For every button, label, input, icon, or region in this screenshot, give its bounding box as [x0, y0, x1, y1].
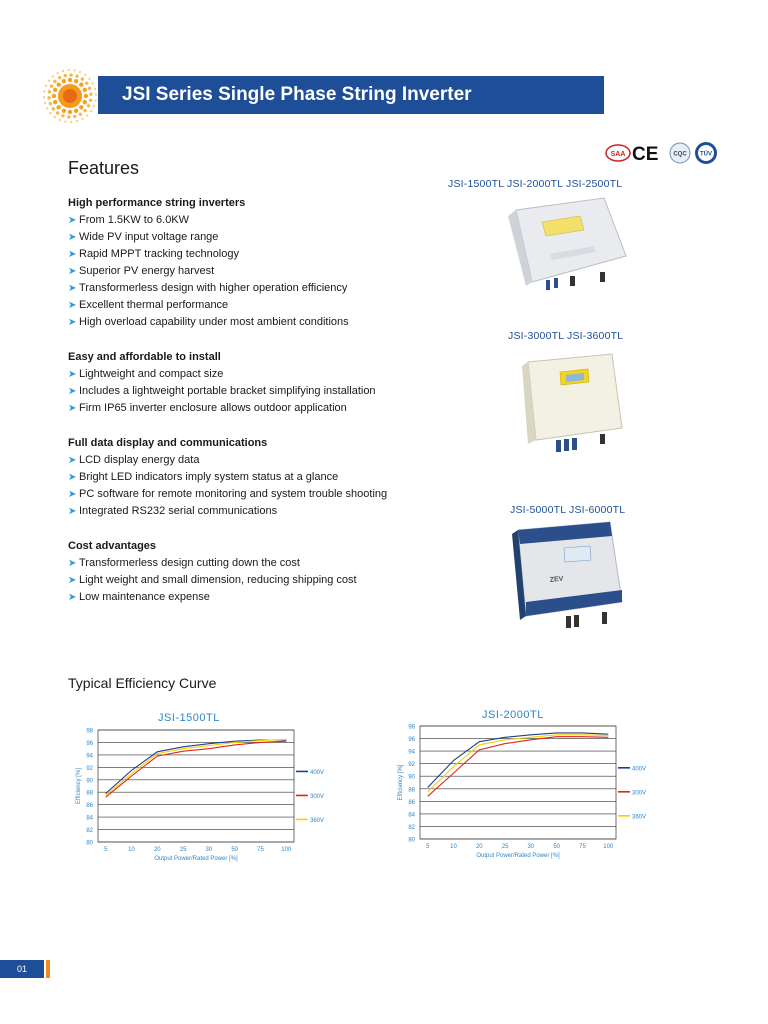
- y-tick-label: 98: [408, 724, 415, 731]
- arrow-bullet-icon: ➤: [68, 558, 77, 569]
- chart-title-1500: JSI-1500TL: [158, 712, 220, 724]
- arrow-bullet-icon: ➤: [68, 489, 77, 500]
- arrow-bullet-icon: ➤: [68, 317, 77, 328]
- x-tick-label: 75: [257, 847, 264, 853]
- efficiency-chart-jsi-2000tl: [394, 720, 694, 866]
- x-tick-label: 50: [231, 847, 239, 853]
- cert-label-saa: SAA: [610, 151, 626, 158]
- arrow-bullet-icon: ➤: [68, 592, 77, 603]
- inverter-large-image: [510, 520, 640, 636]
- y-tick-label: 80: [408, 837, 415, 844]
- page-title: JSI Series Single Phase String Inverter: [122, 84, 472, 105]
- list-item: ➤ From 1.5KW to 6.0KW: [68, 212, 488, 229]
- legend-label: 300V: [632, 790, 647, 797]
- arrow-bullet-icon: ➤: [68, 575, 77, 586]
- page-number-accent: [46, 960, 50, 978]
- y-tick-label: 84: [86, 815, 93, 822]
- x-tick-label: 75: [579, 844, 586, 850]
- y-tick-label: 92: [86, 765, 93, 772]
- y-tick-label: 88: [86, 790, 93, 797]
- cqc-mark-icon: [670, 143, 690, 163]
- section-heading: Easy and affordable to install: [68, 351, 221, 363]
- legend-label: 360V: [310, 817, 325, 824]
- legend-label: 400V: [310, 769, 325, 776]
- x-tick-label: 5: [426, 844, 430, 850]
- y-tick-label: 86: [86, 803, 93, 810]
- y-tick-label: 88: [408, 787, 415, 794]
- inverter-small-image: [498, 196, 638, 300]
- legend-label: 300V: [310, 793, 325, 800]
- y-tick-label: 90: [408, 774, 415, 781]
- list-item: ➤ Rapid MPPT tracking technology: [68, 246, 488, 263]
- y-tick-label: 86: [408, 799, 415, 806]
- model-label-small: JSI-1500TL JSI-2000TL JSI-2500TL: [448, 178, 623, 190]
- arrow-bullet-icon: ➤: [68, 506, 77, 517]
- arrow-bullet-icon: ➤: [68, 300, 77, 311]
- model-label-medium: JSI-3000TL JSI-3600TL: [508, 330, 624, 342]
- arrow-bullet-icon: ➤: [68, 232, 77, 243]
- cert-label-tuv: TÜV: [700, 151, 712, 158]
- list-item: ➤ Excellent thermal performance: [68, 297, 488, 314]
- section-cost: [68, 540, 488, 606]
- list-item: ➤ Lightweight and compact size: [68, 366, 488, 383]
- model-label-large: JSI-5000TL JSI-6000TL: [510, 504, 626, 516]
- list-item: ➤ Firm IP65 inverter enclosure allows outdoor application: [68, 400, 488, 417]
- sun-logo-icon: [40, 66, 100, 126]
- certification-logos: [604, 139, 744, 167]
- efficiency-curve-heading: Typical Efficiency Curve: [68, 675, 217, 691]
- efficiency-chart-jsi-1500tl: [72, 724, 362, 866]
- y-tick-label: 98: [86, 728, 93, 735]
- arrow-bullet-icon: ➤: [68, 283, 77, 294]
- list-item: ➤ Integrated RS232 serial communications: [68, 503, 488, 520]
- list-item: ➤ Includes a lightweight portable bracket simplifying installation: [68, 383, 488, 400]
- series-line-400v: [106, 740, 287, 794]
- x-tick-label: 25: [501, 844, 509, 850]
- list-item: ➤ LCD display energy data: [68, 452, 488, 469]
- section-display: [68, 437, 488, 520]
- list-item: ➤ Wide PV input voltage range: [68, 229, 488, 246]
- x-tick-label: 20: [153, 847, 161, 853]
- y-tick-label: 94: [86, 753, 93, 760]
- section-heading: Full data display and communications: [68, 437, 268, 449]
- x-tick-label: 30: [205, 847, 213, 853]
- legend-label: 400V: [632, 766, 647, 773]
- legend-label: 360V: [632, 814, 647, 821]
- y-tick-label: 96: [408, 737, 415, 744]
- list-item: ➤ Superior PV energy harvest: [68, 263, 488, 280]
- y-tick-label: 96: [86, 740, 93, 747]
- list-item: ➤ PC software for remote monitoring and system trouble shooting: [68, 486, 488, 503]
- list-item: ➤ Light weight and small dimension, reducing shipping cost: [68, 572, 488, 589]
- arrow-bullet-icon: ➤: [68, 369, 77, 380]
- y-tick-label: 92: [408, 762, 415, 769]
- x-tick-label: 30: [527, 844, 535, 850]
- x-tick-label: 100: [603, 844, 614, 850]
- section-install: [68, 351, 488, 417]
- x-tick-label: 10: [128, 847, 135, 853]
- series-line-360v: [428, 735, 609, 792]
- y-tick-label: 84: [408, 812, 415, 819]
- y-axis-label: Efficiency [%]: [398, 764, 404, 801]
- y-axis-label: Efficiency [%]: [76, 768, 82, 804]
- y-tick-label: 90: [86, 778, 93, 785]
- y-tick-label: 94: [408, 749, 415, 756]
- x-tick-label: 100: [281, 847, 292, 853]
- arrow-bullet-icon: ➤: [68, 455, 77, 466]
- list-item: ➤ Low maintenance expense: [68, 589, 488, 606]
- y-tick-label: 80: [86, 840, 93, 847]
- inverter-medium-image: [516, 352, 636, 462]
- section-heading: High performance string inverters: [68, 197, 246, 209]
- arrow-bullet-icon: ➤: [68, 266, 77, 277]
- arrow-bullet-icon: ➤: [68, 403, 77, 414]
- page-number: 01: [0, 960, 44, 978]
- arrow-bullet-icon: ➤: [68, 386, 77, 397]
- tuv-mark-icon: [695, 142, 717, 164]
- x-tick-label: 10: [450, 844, 457, 850]
- arrow-bullet-icon: ➤: [68, 215, 77, 226]
- series-line-400v: [428, 733, 609, 788]
- features-heading: Features: [68, 158, 140, 178]
- plot-frame: [420, 726, 616, 839]
- section-heading: Cost advantages: [68, 540, 157, 552]
- x-tick-label: 20: [475, 844, 483, 850]
- svg-text:ZEV: ZEV: [549, 575, 564, 584]
- x-tick-label: 25: [179, 847, 187, 853]
- y-tick-label: 82: [408, 824, 415, 831]
- arrow-bullet-icon: ➤: [68, 472, 77, 483]
- y-tick-label: 82: [86, 828, 93, 835]
- x-tick-label: 5: [104, 847, 108, 853]
- cert-label-cqc: CQC: [673, 151, 687, 158]
- section-performance: [68, 197, 488, 331]
- list-item: ➤ Bright LED indicators imply system status at a glance: [68, 469, 488, 486]
- x-axis-label: Output Power/Rated Power [%]: [476, 853, 560, 859]
- saa-mark-icon: [606, 145, 630, 161]
- list-item: ➤ High overload capability under most ambient conditions: [68, 314, 488, 331]
- list-item: ➤ Transformerless design with higher operation efficiency: [68, 280, 488, 297]
- chart-title-2000: JSI-2000TL: [482, 709, 544, 721]
- list-item: ➤ Transformerless design cutting down the cost: [68, 555, 488, 572]
- x-tick-label: 50: [553, 844, 561, 850]
- arrow-bullet-icon: ➤: [68, 249, 77, 260]
- ce-mark-icon: CE: [632, 144, 659, 165]
- x-axis-label: Output Power/Rated Power [%]: [154, 856, 238, 862]
- series-line-300v: [428, 737, 609, 797]
